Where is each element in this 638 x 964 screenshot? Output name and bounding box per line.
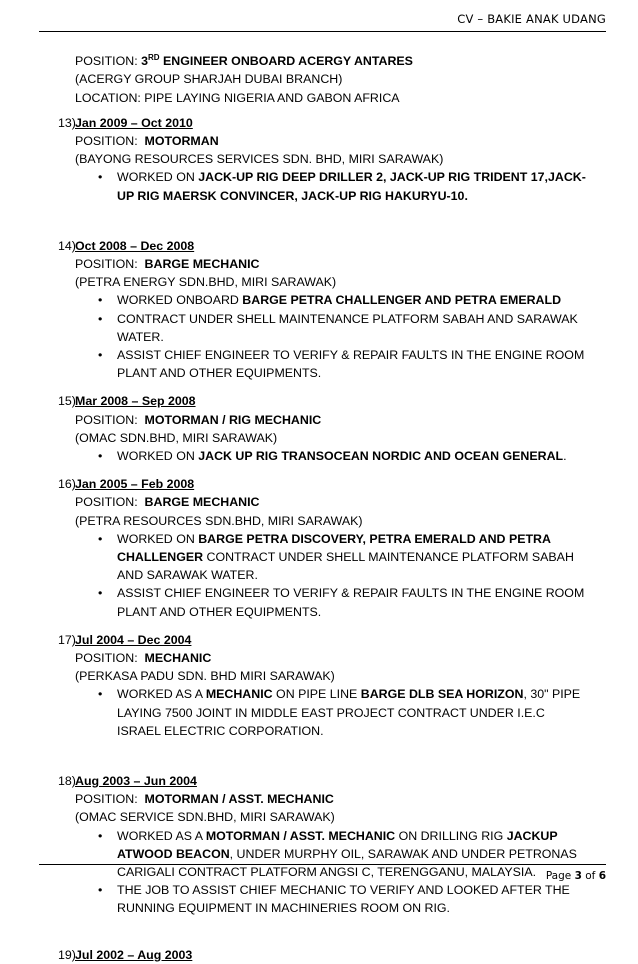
entry-14: 14)Oct 2008 – Dec 2008 POSITION: BARGE MECHANIC (PETRA ENERGY SDN.BHD, MIRI SARAWAK) • WORKED ONBOARD BARGE PETRA CHALLENGER AND PETRA EMERALD • CONTRACT UNDER SHELL MAINTENANCE PLATFORM SABAH AND SARAWAK WATER. • ASSIST CHIEF ENGINEER TO VERIFY & REPAIR FAULTS IN THE ENGINE ROOM PLANT AND OTHER EQUIPMENTS. xyxy=(58,237,604,383)
list-item: • WORKED ON JACK-UP RIG DEEP DRILLER 2, JACK-UP RIG TRIDENT 17,JACK- UP RIG MAERSK CONVINCER, JACK-UP RIG HAKURYU-10. xyxy=(98,170,586,203)
page-number: Page 3 of 6 xyxy=(545,870,606,882)
entry-position: POSITION: MECHANIC xyxy=(75,651,212,666)
entry-19: 19)Jul 2002 – Aug 2003 xyxy=(58,947,193,962)
entry-position: POSITION: MOTORMAN xyxy=(75,133,219,148)
list-item: • ASSIST CHIEF ENGINEER TO VERIFY & REPAIR FAULTS IN THE ENGINE ROOM PLANT AND OTHER EQUIPMENTS. xyxy=(98,586,585,619)
entry-date: Oct 2008 – Dec 2008 xyxy=(75,238,195,253)
entry-company: (BAYONG RESOURCES SERVICES SDN. BHD, MIRI SARAWAK) xyxy=(75,152,444,167)
entry-company: (OMAC SERVICE SDN.BHD, MIRI SARAWAK) xyxy=(75,810,335,825)
header-divider xyxy=(39,31,606,32)
entry-date: Jul 2004 – Dec 2004 xyxy=(75,632,192,647)
entry-position: POSITION: MOTORMAN / RIG MECHANIC xyxy=(75,412,322,427)
entry-company: (PETRA ENERGY SDN.BHD, MIRI SARAWAK) xyxy=(75,275,337,290)
intro-location: LOCATION: PIPE LAYING NIGERIA AND GABON AFRICA xyxy=(75,90,400,105)
entry-date: Aug 2003 – Jun 2004 xyxy=(75,774,197,789)
list-item: • WORKED AS A MOTORMAN / ASST. MECHANIC ON DRILLING RIG JACKUP ATWOOD BEACON, UNDER MURPHY OIL, SARAWAK AND UNDER PETRONAS CARIGALI CONTRACT PLATFORM ANGSI C, TERENGGANU, MALAYSIA. xyxy=(98,828,577,880)
footer-divider xyxy=(39,864,606,865)
list-item: • WORKED ON BARGE PETRA DISCOVERY, PETRA EMERALD AND PETRA CHALLENGER CONTRACT UNDER SHELL MAINTENANCE PLATFORM SABAH AND SARAWAK WATER. xyxy=(98,531,574,583)
intro-position: POSITION: 3RD ENGINEER ONBOARD ACERGY ANTARES xyxy=(75,53,413,69)
list-item: • CONTRACT UNDER SHELL MAINTENANCE PLATFORM SABAH AND SARAWAK WATER. xyxy=(98,311,578,344)
entry-company: (PERKASA PADU SDN. BHD MIRI SARAWAK) xyxy=(75,669,335,684)
list-item: • THE JOB TO ASSIST CHIEF MECHANIC TO VERIFY AND LOOKED AFTER THE RUNNING EQUIPMENT IN MACHINERIES ROOM ON RIG. xyxy=(98,883,570,916)
entry-position: POSITION: BARGE MECHANIC xyxy=(75,256,260,271)
entry-13: 13)Jan 2009 – Oct 2010 POSITION: MOTORMAN (BAYONG RESOURCES SERVICES SDN. BHD, MIRI SARAWAK) • WORKED ON JACK-UP RIG DEEP DRILLER 2, JACK-UP RIG TRIDENT 17,JACK- UP RIG MAERSK CONVINCER, JACK-UP RIG HAKURYU-10. xyxy=(58,114,604,205)
list-item: • WORKED AS A MECHANIC ON PIPE LINE BARGE DLB SEA HORIZON, 30" PIPE LAYING 7500 JOINT IN MIDDLE EAST PROJECT CONTRACT UNDER I.E.C ISRAEL ELECTRIC CORPORATION. xyxy=(98,687,581,738)
cv-content xyxy=(58,49,604,964)
entry-date: Jul 2002 – Aug 2003 xyxy=(75,947,193,962)
entry-15: 15)Mar 2008 – Sep 2008 POSITION: MOTORMAN / RIG MECHANIC (OMAC SDN.BHD, MIRI SARAWAK) • WORKED ON JACK UP RIG TRANSOCEAN NORDIC AND OCEAN GENERAL. xyxy=(58,392,604,465)
entry-16: 16)Jan 2005 – Feb 2008 POSITION: BARGE MECHANIC (PETRA RESOURCES SDN.BHD, MIRI SARAWAK) • WORKED ON BARGE PETRA DISCOVERY, PETRA EMERALD AND PETRA CHALLENGER CONTRACT UNDER SHELL MAINTENANCE PLATFORM SABAH AND SARAWAK WATER. • ASSIST CHIEF ENGINEER TO VERIFY & REPAIR FAULTS IN THE ENGINE ROOM PLANT AND OTHER EQUIPMENTS. xyxy=(58,475,604,621)
page-header: CV – BAKIE ANAK UDANG xyxy=(457,12,606,26)
entry-date: Mar 2008 – Sep 2008 xyxy=(75,394,196,409)
entry-position: POSITION: BARGE MECHANIC xyxy=(75,495,260,510)
entry-17: 17)Jul 2004 – Dec 2004 POSITION: MECHANIC (PERKASA PADU SDN. BHD MIRI SARAWAK) • WORKED AS A MECHANIC ON PIPE LINE BARGE DLB SEA HORIZON, 30" PIPE LAYING 7500 JOINT IN MIDDLE EAST PROJECT CONTRACT UNDER I.E.C ISRAEL ELECTRIC CORPORATION. xyxy=(58,631,604,740)
list-item: • WORKED ONBOARD BARGE PETRA CHALLENGER AND PETRA EMERALD xyxy=(98,293,562,308)
entry-company: (PETRA RESOURCES SDN.BHD, MIRI SARAWAK) xyxy=(75,513,363,528)
entry-18: 18)Aug 2003 – Jun 2004 POSITION: MOTORMAN / ASST. MECHANIC (OMAC SERVICE SDN.BHD, MIRI SARAWAK) • WORKED AS A MOTORMAN / ASST. MECHANIC ON DRILLING RIG JACKUP ATWOOD BEACON, UNDER MURPHY OIL, SARAWAK AND UNDER PETRONAS CARIGALI CONTRACT PLATFORM ANGSI C, TERENGGANU, MALAYSIA. • THE JOB TO ASSIST CHIEF MECHANIC TO VERIFY AND LOOKED AFTER THE RUNNING EQUIPMENT IN MACHINERIES ROOM ON RIG. xyxy=(58,772,604,918)
entry-company: (OMAC SDN.BHD, MIRI SARAWAK) xyxy=(75,430,278,445)
intro-company: (ACERGY GROUP SHARJAH DUBAI BRANCH) xyxy=(75,72,343,87)
entry-position: POSITION: MOTORMAN / ASST. MECHANIC xyxy=(75,792,334,807)
list-item: • ASSIST CHIEF ENGINEER TO VERIFY & REPAIR FAULTS IN THE ENGINE ROOM PLANT AND OTHER EQUIPMENTS. xyxy=(98,347,585,381)
entry-date: Jan 2009 – Oct 2010 xyxy=(75,115,193,130)
list-item: • WORKED ON JACK UP RIG TRANSOCEAN NORDIC AND OCEAN GENERAL. xyxy=(98,448,567,463)
entry-date: Jan 2005 – Feb 2008 xyxy=(75,477,195,492)
